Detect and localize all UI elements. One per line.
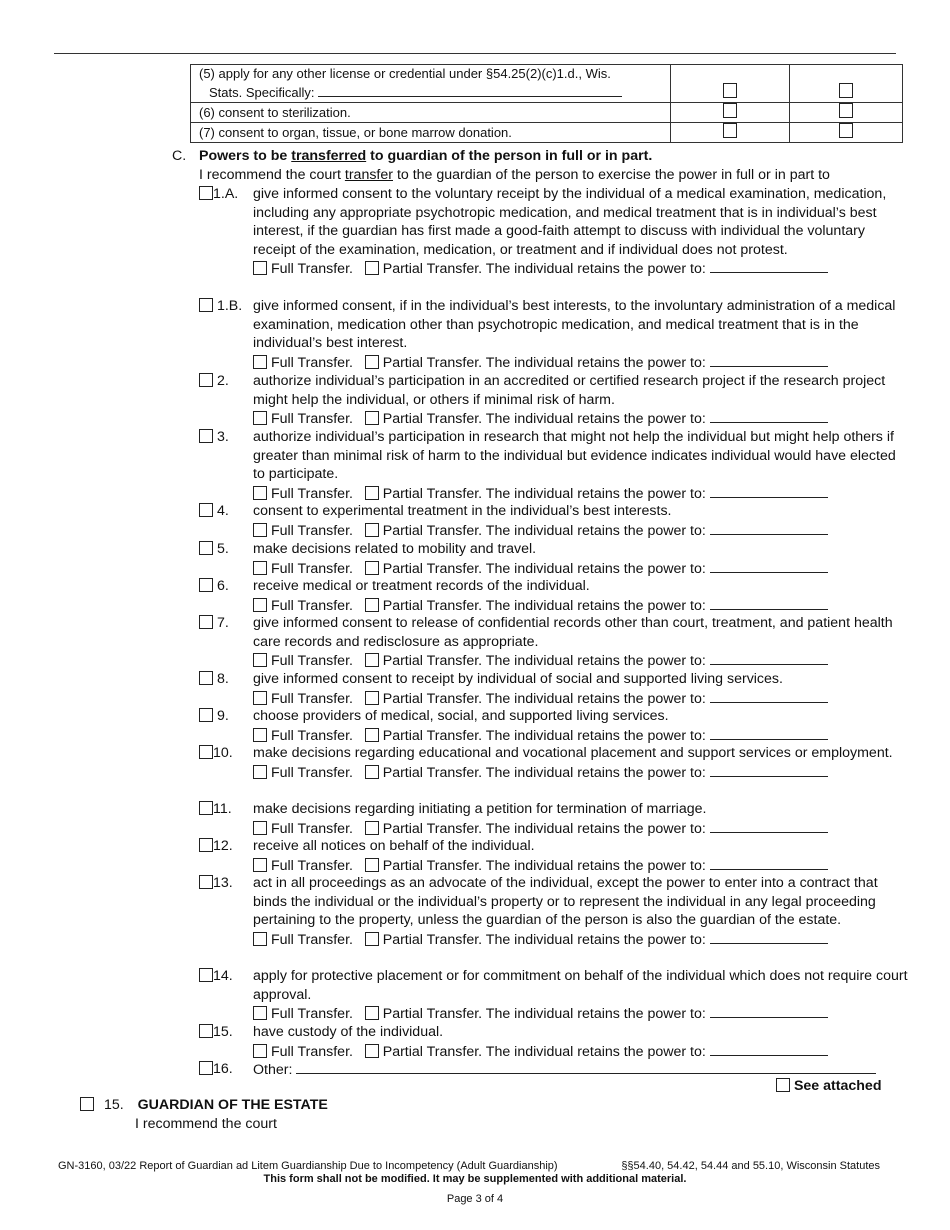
row-text-line2: Stats. Specifically: (209, 85, 315, 100)
item-checkbox[interactable] (199, 838, 213, 852)
item-checkbox[interactable] (199, 298, 213, 312)
partial-transfer-checkbox[interactable] (365, 486, 379, 500)
see-attached-label: See attached (793, 1078, 882, 1094)
transfer-options (253, 651, 909, 671)
full-transfer-checkbox[interactable] (253, 523, 267, 537)
full-transfer-checkbox[interactable] (253, 598, 267, 612)
retains-power-field[interactable] (710, 521, 828, 535)
item-text: consent to experimental treatment in the individual’s best interests. (253, 503, 672, 519)
item-checkbox[interactable] (199, 429, 213, 443)
partial-transfer-label: Partial Transfer. The individual retains the power to: (382, 411, 706, 428)
item-text: authorize individual’s participation in research that might not help the individual but might help others if greater than minimal risk of harm to the individual but evidence indicates individual would have elected to participate. (253, 429, 896, 483)
checkbox-col2[interactable] (839, 83, 853, 98)
partial-transfer-checkbox[interactable] (365, 561, 379, 575)
section-15-number: 15. (103, 1097, 124, 1113)
partial-transfer-checkbox[interactable] (365, 261, 379, 275)
power-item (199, 670, 909, 708)
power-item (199, 967, 909, 1024)
partial-transfer-label: Partial Transfer. The individual retains the power to: (382, 522, 706, 539)
partial-transfer-label: Partial Transfer. The individual retains the power to: (382, 560, 706, 577)
other-label: Other: (253, 1062, 293, 1078)
full-transfer-label: Full Transfer. (270, 653, 353, 670)
partial-transfer-label: Partial Transfer. The individual retains the power to: (382, 727, 706, 744)
power-description: (7) consent to organ, tissue, or bone marrow donation. (191, 123, 671, 143)
full-transfer-label: Full Transfer. (270, 690, 353, 707)
powers-table (190, 64, 903, 143)
partial-transfer-label: Partial Transfer. The individual retains the power to: (382, 1006, 706, 1023)
full-transfer-label: Full Transfer. (270, 261, 353, 278)
retains-power-field[interactable] (710, 726, 828, 740)
full-transfer-label: Full Transfer. (270, 820, 353, 837)
retains-power-field[interactable] (710, 930, 828, 944)
partial-transfer-label: Partial Transfer. The individual retains the power to: (382, 261, 706, 278)
item-number: 5. (199, 540, 229, 559)
item-checkbox[interactable] (199, 875, 213, 889)
see-attached-checkbox[interactable] (776, 1078, 790, 1092)
power-item (199, 297, 909, 372)
power-item (199, 577, 909, 615)
item-number: 6. (199, 577, 229, 596)
section-c-heading: C. Powers to be transferred to guardian of the person in full or in part. (172, 148, 653, 164)
item-checkbox[interactable] (199, 708, 213, 722)
transfer-options (253, 689, 909, 709)
transfer-options (253, 930, 909, 950)
item-checkbox[interactable] (199, 186, 213, 200)
partial-transfer-checkbox[interactable] (365, 598, 379, 612)
item-text: receive all notices on behalf of the individual. (253, 838, 535, 854)
partial-transfer-checkbox[interactable] (365, 523, 379, 537)
item-number: 12. (199, 837, 233, 856)
item-number: 13. (199, 874, 233, 893)
other-field[interactable] (296, 1060, 876, 1074)
item-checkbox[interactable] (199, 671, 213, 685)
item-checkbox[interactable] (199, 801, 213, 815)
retains-power-field[interactable] (710, 856, 828, 870)
power-item (199, 874, 909, 949)
see-attached[interactable] (776, 1078, 881, 1094)
full-transfer-label: Full Transfer. (270, 1043, 353, 1060)
statutes: §§54.40, 54.42, 54.44 and 55.10, Wisconsin Statutes (621, 1160, 880, 1172)
item-text: make decisions regarding initiating a petition for termination of marriage. (253, 801, 707, 817)
item-number: 10. (199, 744, 233, 763)
section-15-checkbox[interactable] (80, 1097, 94, 1111)
item-number: 9. (199, 707, 229, 726)
partial-transfer-label: Partial Transfer. The individual retains the power to: (382, 820, 706, 837)
retains-power-field[interactable] (710, 1042, 828, 1056)
item-checkbox[interactable] (199, 968, 213, 982)
transfer-options (253, 484, 909, 504)
partial-transfer-checkbox[interactable] (365, 1006, 379, 1020)
power-item (199, 837, 909, 875)
full-transfer-checkbox[interactable] (253, 1044, 267, 1058)
full-transfer-checkbox[interactable] (253, 728, 267, 742)
item-text: have custody of the individual. (253, 1024, 444, 1040)
retains-power-field[interactable] (710, 353, 828, 367)
table-row (191, 123, 903, 143)
section-letter: C. (172, 148, 187, 164)
item-text: make decisions related to mobility and travel. (253, 541, 537, 557)
section-15-title: GUARDIAN OF THE ESTATE (137, 1097, 328, 1113)
partial-transfer-label: Partial Transfer. The individual retains the power to: (382, 857, 706, 874)
item-checkbox[interactable] (199, 1061, 213, 1075)
power-item (199, 707, 909, 745)
full-transfer-label: Full Transfer. (270, 857, 353, 874)
full-transfer-label: Full Transfer. (270, 411, 353, 428)
item-checkbox[interactable] (199, 503, 213, 517)
retains-power-field[interactable] (710, 559, 828, 573)
power-item (199, 540, 909, 578)
section-15-heading (80, 1097, 328, 1113)
item-number: 11. (199, 800, 232, 819)
item-text: apply for protective placement or for commitment on behalf of the individual which does not require court approval. (253, 968, 908, 1003)
footer-form-line (58, 1160, 888, 1172)
partial-transfer-checkbox[interactable] (365, 411, 379, 425)
power-item (199, 744, 909, 782)
full-transfer-checkbox[interactable] (253, 355, 267, 369)
item-number: 15. (199, 1023, 233, 1042)
power-item-other: 16. Other: (199, 1060, 909, 1080)
partial-transfer-checkbox[interactable] (365, 932, 379, 946)
item-number: 1.A. (199, 185, 238, 204)
retains-power-field[interactable] (710, 596, 828, 610)
item-text: give informed consent, if in the individual’s best interests, to the involuntary administration of a medical examination, medication other than psychotropic medication, and medical treatment that is in the individual’s best interest. (253, 298, 896, 352)
item-checkbox[interactable] (199, 373, 213, 387)
transfer-options (253, 1004, 909, 1024)
partial-transfer-label: Partial Transfer. The individual retains the power to: (382, 931, 706, 948)
row-text: (5) apply for any other license or credential under §54.25(2)(c)1.d., Wis. (199, 66, 611, 81)
item-text: give informed consent to release of confidential records other than court, treatment, and patient health care records and redisclosure as appropriate. (253, 615, 893, 650)
checkbox-col1[interactable] (723, 83, 737, 98)
transfer-options (253, 763, 909, 783)
section-c-intro: I recommend the court transfer to the guardian of the person to exercise the power in full or in part to (199, 167, 830, 183)
full-transfer-checkbox[interactable] (253, 691, 267, 705)
power-item (199, 502, 909, 540)
transfer-options (253, 856, 909, 876)
item-number: 1.B. (199, 297, 242, 316)
partial-transfer-label: Partial Transfer. The individual retains the power to: (382, 354, 706, 371)
transfer-options (253, 596, 909, 616)
item-checkbox[interactable] (199, 615, 213, 629)
retains-power-field[interactable] (710, 651, 828, 665)
checkbox-col2[interactable] (839, 123, 853, 138)
full-transfer-label: Full Transfer. (270, 931, 353, 948)
transfer-options (253, 1042, 909, 1062)
checkbox-col2[interactable] (839, 103, 853, 118)
full-transfer-checkbox[interactable] (253, 765, 267, 779)
partial-transfer-checkbox[interactable] (365, 653, 379, 667)
partial-transfer-checkbox[interactable] (365, 821, 379, 835)
power-description (191, 65, 671, 103)
power-item (199, 372, 909, 429)
item-checkbox[interactable] (199, 541, 213, 555)
full-transfer-label: Full Transfer. (270, 560, 353, 577)
power-item (199, 800, 909, 838)
footer-notice: This form shall not be modified. It may be supplemented with additional material. (263, 1173, 687, 1185)
retains-power-field[interactable] (710, 409, 828, 423)
partial-transfer-checkbox[interactable] (365, 858, 379, 872)
retains-power-field[interactable] (710, 259, 828, 273)
transfer-options (253, 819, 909, 839)
full-transfer-label: Full Transfer. (270, 597, 353, 614)
checkbox-col1[interactable] (723, 123, 737, 138)
full-transfer-checkbox[interactable] (253, 653, 267, 667)
item-checkbox[interactable] (199, 578, 213, 592)
table-row (191, 65, 903, 103)
partial-transfer-checkbox[interactable] (365, 691, 379, 705)
item-text: give informed consent to the voluntary receipt by the individual of a medical examination, medication, including any appropriate psychotropic medication, and medical treatment that is in individual’s best interest, if the guardian has first made a good-faith attempt to discuss with individual the voluntary receipt of the examination, medication, or treatment and if individual does not protest. (253, 186, 887, 258)
table-row (191, 103, 903, 123)
item-text: receive medical or treatment records of the individual. (253, 578, 590, 594)
power-item (199, 1023, 909, 1061)
item-text: choose providers of medical, social, and supported living services. (253, 708, 669, 724)
full-transfer-label: Full Transfer. (270, 354, 353, 371)
item-number: 4. (199, 502, 229, 521)
retains-power-field[interactable] (710, 484, 828, 498)
page-number: Page 3 of 4 (446, 1193, 504, 1205)
specifically-field[interactable] (318, 83, 622, 97)
transfer-options (253, 259, 909, 279)
partial-transfer-label: Partial Transfer. The individual retains the power to: (382, 764, 706, 781)
retains-power-field[interactable] (710, 763, 828, 777)
full-transfer-checkbox[interactable] (253, 858, 267, 872)
partial-transfer-checkbox[interactable] (365, 355, 379, 369)
item-number: 14. (199, 967, 233, 986)
form-id: GN-3160, 03/22 Report of Guardian ad Litem Guardianship Due to Incompetency (Adult Guardianship) (58, 1160, 558, 1172)
power-description: (6) consent to sterilization. (191, 103, 671, 123)
item-number: 7. (199, 614, 229, 633)
transfer-options (253, 521, 909, 541)
partial-transfer-label: Partial Transfer. The individual retains the power to: (382, 653, 706, 670)
full-transfer-label: Full Transfer. (270, 485, 353, 502)
full-transfer-label: Full Transfer. (270, 764, 353, 781)
full-transfer-label: Full Transfer. (270, 522, 353, 539)
full-transfer-checkbox[interactable] (253, 1006, 267, 1020)
item-text: authorize individual’s participation in an accredited or certified research project if the research project might help the individual, or others if minimal risk of harm. (253, 373, 886, 408)
power-item (199, 185, 909, 279)
item-text: give informed consent to receipt by individual of social and supported living services. (253, 671, 783, 687)
top-rule (54, 53, 896, 54)
item-text: make decisions regarding educational and vocational placement and support services or employment. (253, 745, 893, 761)
power-item (199, 614, 909, 671)
retains-power-field[interactable] (710, 819, 828, 833)
full-transfer-label: Full Transfer. (270, 1006, 353, 1023)
item-checkbox[interactable] (199, 745, 213, 759)
partial-transfer-checkbox[interactable] (365, 765, 379, 779)
section-15-text: I recommend the court (135, 1116, 277, 1132)
checkbox-col1[interactable] (723, 103, 737, 118)
full-transfer-label: Full Transfer. (270, 727, 353, 744)
full-transfer-checkbox[interactable] (253, 561, 267, 575)
full-transfer-checkbox[interactable] (253, 932, 267, 946)
item-number: 8. (199, 670, 229, 689)
full-transfer-checkbox[interactable] (253, 821, 267, 835)
power-item (199, 428, 909, 503)
partial-transfer-label: Partial Transfer. The individual retains the power to: (382, 597, 706, 614)
item-number: 3. (199, 428, 229, 447)
item-number: 2. (199, 372, 229, 391)
retains-power-field[interactable] (710, 1004, 828, 1018)
partial-transfer-checkbox[interactable] (365, 1044, 379, 1058)
partial-transfer-label: Partial Transfer. The individual retains the power to: (382, 485, 706, 502)
full-transfer-checkbox[interactable] (253, 486, 267, 500)
transfer-options (253, 353, 909, 373)
partial-transfer-checkbox[interactable] (365, 728, 379, 742)
retains-power-field[interactable] (710, 689, 828, 703)
partial-transfer-label: Partial Transfer. The individual retains the power to: (382, 690, 706, 707)
transfer-options (253, 559, 909, 579)
full-transfer-checkbox[interactable] (253, 261, 267, 275)
transfer-options (253, 409, 909, 429)
full-transfer-checkbox[interactable] (253, 411, 267, 425)
transfer-options (253, 726, 909, 746)
item-checkbox[interactable] (199, 1024, 213, 1038)
item-text: act in all proceedings as an advocate of the individual, except the power to enter into a contract that binds the individual or the individual’s property or to represent the individual in any legal proceeding pertaining to the property, unless the guardian of the person is also the guardian of the estate. (253, 875, 878, 929)
partial-transfer-label: Partial Transfer. The individual retains the power to: (382, 1043, 706, 1060)
